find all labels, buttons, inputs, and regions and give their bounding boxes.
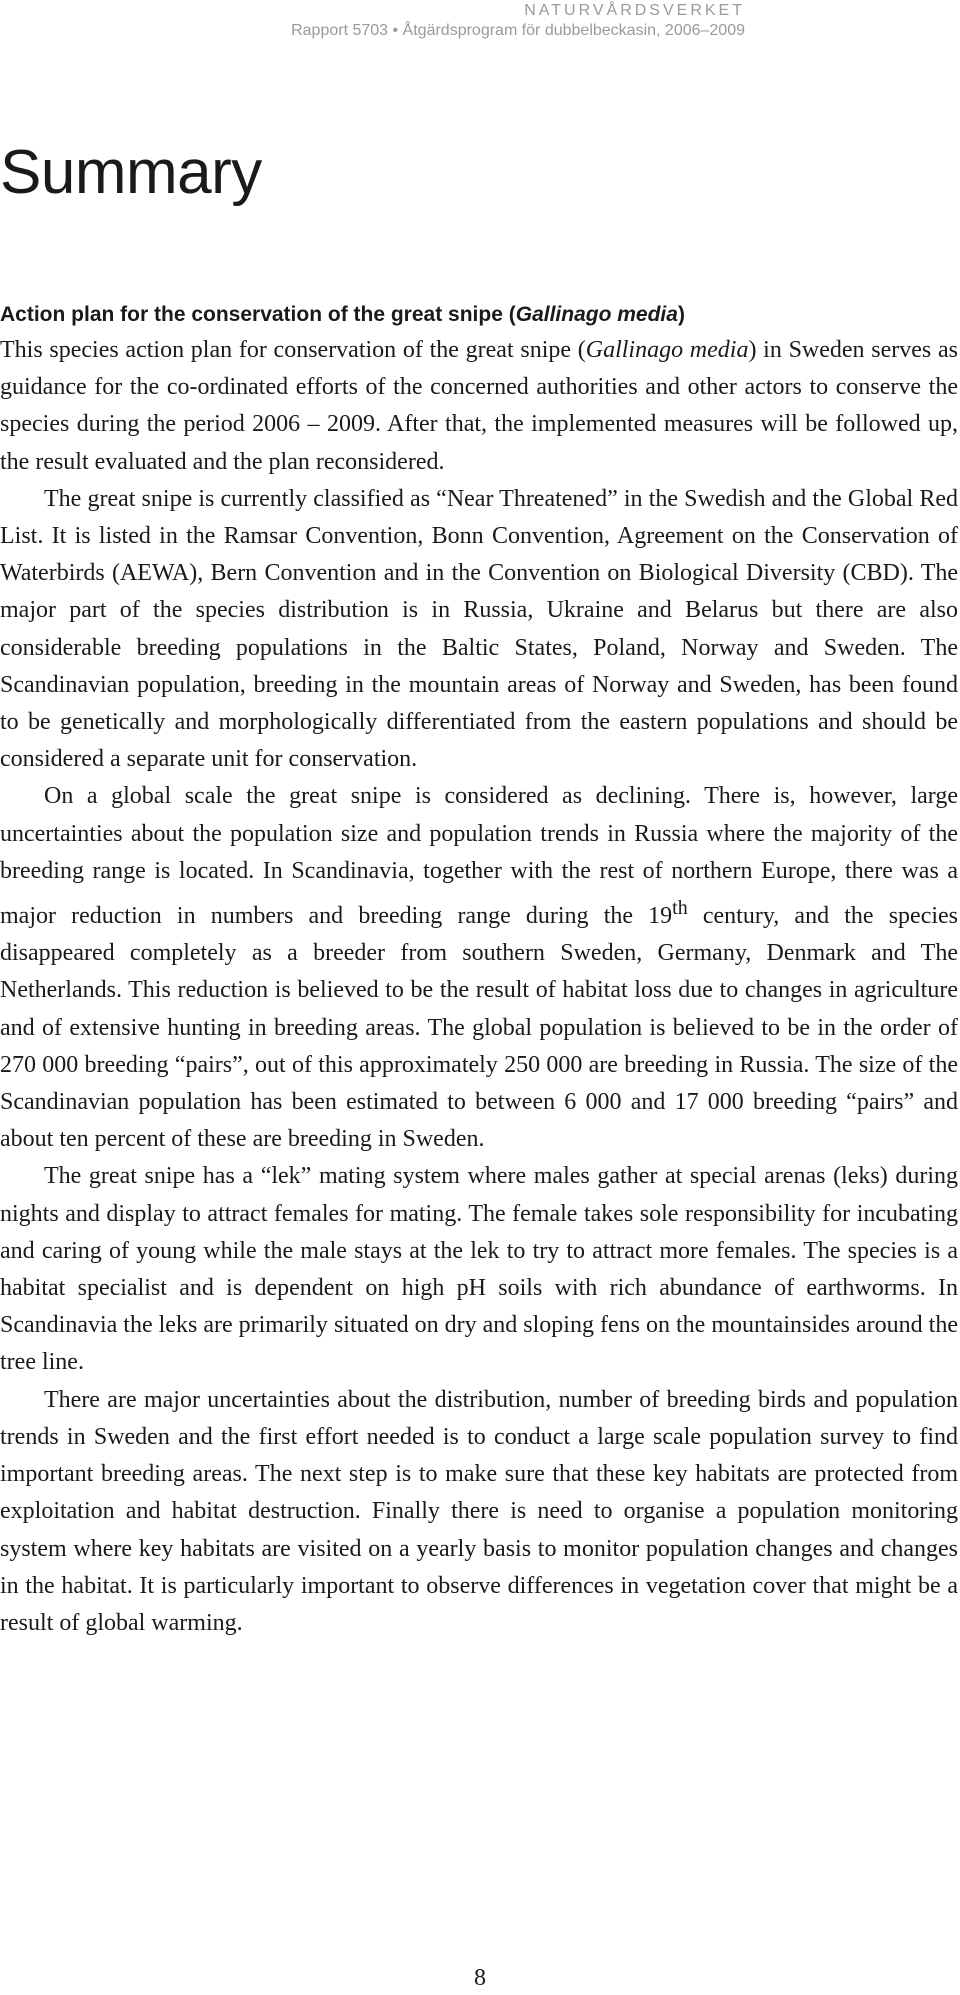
paragraph-3-text-a: On a global scale the great snipe is considered as declining. There is, however, large uncertainties about the population size and population trends in Russia where the majority of the breeding range is located. In Scandinavia, together with the rest of northern Europe, there was a major reduction in numbers and breeding range during the 19 [0,783,958,930]
summary-body [0,298,958,1642]
paragraph-2: The great snipe is currently classified as “Near Threatened” in the Swedish and the Global Red List. It is listed in the Ramsar Convention, Bonn Convention, Agreement on the Conservation of Waterbirds (AEWA), Bern Convention and in the Convention on Biological Diversity (CBD). The major part of the species distribution is in Russia, Ukraine and Belarus but there are also considerable breeding populations in the Baltic States, Poland, Norway and Sweden. The Scandinavian population, breeding in the mountain areas of Norway and Sweden, has been found to be genetically and morphologically differentiated from the eastern populations and should be considered a separate unit for conservation. [0,485,958,773]
paragraph-3 [0,778,958,1158]
report-line: Rapport 5703 • Åtgärdsprogram för dubbelbeckasin, 2006–2009 [291,22,745,39]
paragraph-1 [0,332,958,481]
section-heading-species: Gallinago media [515,303,678,326]
section-heading [0,298,958,332]
paragraph-3-superscript: th [672,897,688,920]
paragraph-1-species: Gallinago media [585,337,749,363]
section-heading-close: ) [677,303,685,326]
page-title: Summary [0,138,262,207]
page-number: 8 [474,1965,486,1991]
paragraph-3-text-b: century, and the species disappeared completely as a breeder from southern Sweden, Germany, Denmark and The Netherlands. This reduction is believed to be the result of habitat loss due to changes in agriculture and of extensive hunting in breeding areas. The global population is believed to be in the order of 270 000 breeding “pairs”, out of this approximately 250 000 are breeding in Russia. The size of the Scandinavian population has been estimated to between 6 000 and 17 000 breeding “pairs” and about ten percent of these are breeding in Sweden. [0,903,959,1153]
section-heading-text: Action plan for the conservation of the great snipe ( [0,303,516,326]
paragraph-4: The great snipe has a “lek” mating system where males gather at special arenas (leks) during nights and display to attract females for mating. The female takes sole responsibility for incubating and caring of young while the male stays at the lek to try to attract more females. The species is a habitat specialist and is dependent on high pH soils with rich abundance of earthworms. In Scandinavia the leks are primarily situated on dry and sloping fens on the mountainsides around the tree line. [0,1163,958,1376]
agency-name: NATURVÅRDSVERKET [524,2,745,19]
paragraph-1-text-b: ) in Sweden serves as guidance for the co-ordinated efforts of the concerned authorities and other actors to conserve the species during the period 2006 – 2009. After that, the implemented measures will be followed up, the result evaluated and the plan reconsidered. [0,337,958,475]
paragraph-5: There are major uncertainties about the distribution, number of breeding birds and population trends in Sweden and the first effort needed is to conduct a large scale population survey to find important breeding areas. The next step is to make sure that these key habitats are protected from exploitation and habitat destruction. Finally there is need to organise a population monitoring system where key habitats are visited on a yearly basis to monitor population changes and changes in the habitat. It is particularly important to observe differences in vegetation cover that might be a result of global warming. [0,1386,958,1636]
paragraph-1-text-a: This species action plan for conservation of the great snipe ( [0,337,586,363]
